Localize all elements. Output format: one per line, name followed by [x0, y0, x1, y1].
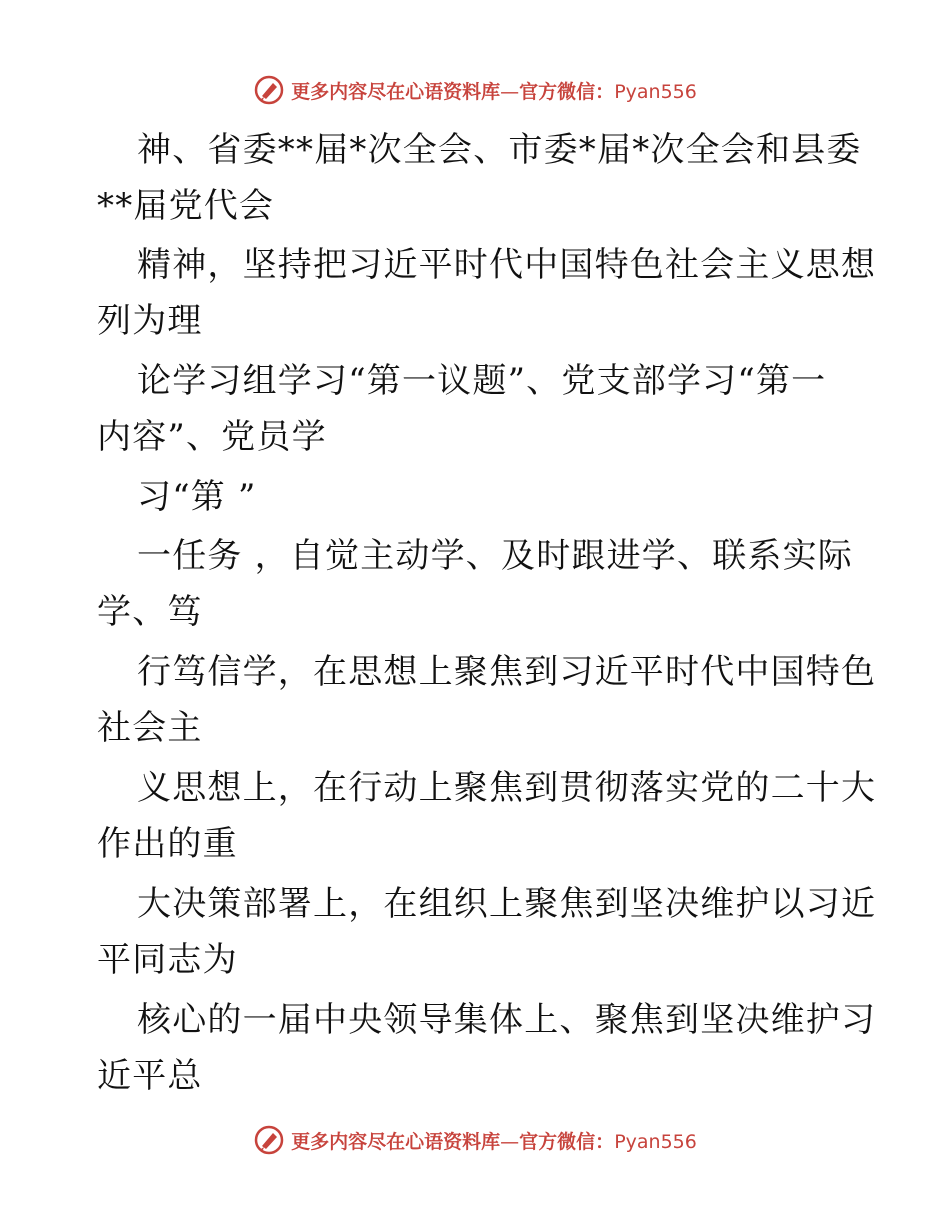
logo-icon	[253, 1124, 285, 1156]
body-line: 行笃信学，在思想上聚焦到习近平时代中国特色	[137, 652, 877, 692]
banner-main-text: 更多内容尽在心语资料库	[291, 1130, 501, 1153]
body-line: 大决策部署上，在组织上聚焦到坚决维护以习近	[137, 884, 877, 924]
body-line: 列为理	[97, 301, 203, 341]
body-line: 学、笃	[97, 592, 203, 632]
body-line: 习“第 ”	[137, 477, 257, 517]
body-line: 核心的一届中央领导集体上、聚焦到坚决维护习	[137, 1000, 877, 1040]
banner-separator: —	[500, 1130, 520, 1153]
banner-label: 官方微信：	[519, 1130, 615, 1153]
banner-separator: —	[500, 80, 520, 103]
banner-account: Pyan556	[614, 80, 697, 103]
body-line: 论学习组学习“第一议题”、党支部学习“第一	[137, 361, 827, 401]
body-line: 一任务 ，自觉主动学、及时跟进学、联系实际	[137, 536, 854, 576]
banner-label: 官方微信：	[519, 80, 615, 103]
body-line: 精神，坚持把习近平时代中国特色社会主义思想	[137, 245, 877, 285]
body-line: 社会主	[97, 708, 203, 748]
body-line: 平同志为	[97, 940, 238, 980]
body-line: **届党代会	[97, 186, 275, 226]
body-line: 内容”、党员学	[97, 417, 327, 457]
body-line: 神、省委**届*次全会、市委*届*次全会和县委	[137, 130, 862, 170]
banner-main-text: 更多内容尽在心语资料库	[291, 80, 501, 103]
banner-account: Pyan556	[614, 1130, 697, 1153]
footer-banner	[0, 1120, 950, 1160]
body-line: 义思想上，在行动上聚焦到贯彻落实党的二十大	[137, 768, 877, 808]
body-line: 近平总	[97, 1056, 203, 1096]
body-line: 作出的重	[97, 824, 238, 864]
